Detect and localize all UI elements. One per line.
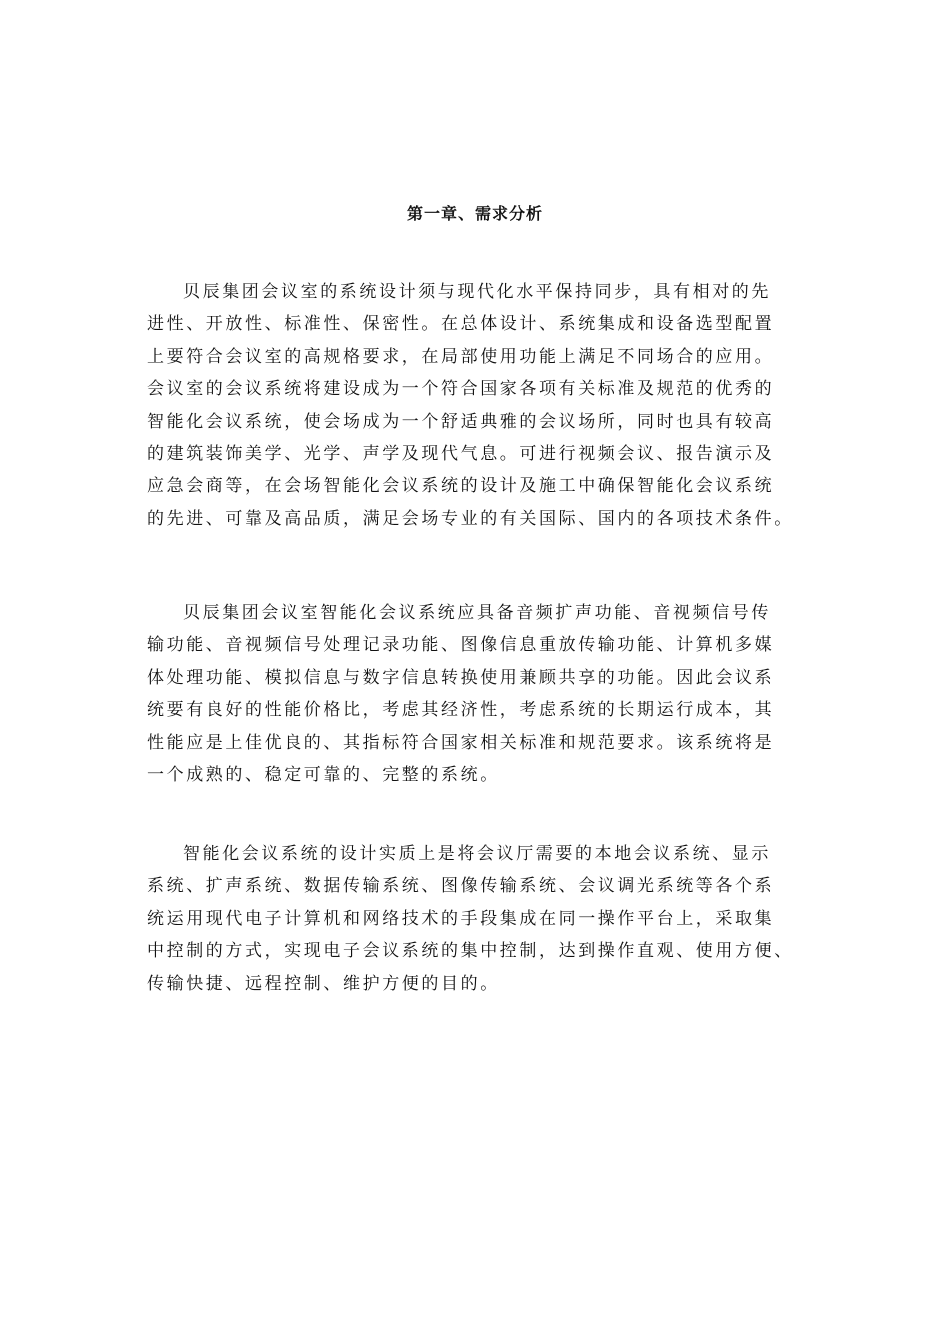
paragraph-line: 上要符合会议室的高规格要求，在局部使用功能上满足不同场合的应用。 [147, 346, 775, 367]
paragraph-line: 会议室的会议系统将建设成为一个符合国家各项有关标准及规范的优秀的 [147, 379, 775, 400]
paragraph-2 [147, 597, 837, 791]
paragraph-line: 中控制的方式，实现电子会议系统的集中控制，达到操作直观、使用方便、 [147, 941, 794, 962]
paragraph-line: 统要有良好的性能价格比，考虑其经济性，考虑系统的长期运行成本，其 [147, 700, 775, 721]
paragraph-line: 贝辰集团会议室智能化会议系统应具备音频扩声功能、音视频信号传 [183, 603, 771, 623]
paragraph-line: 应急会商等，在会场智能化会议系统的设计及施工中确保智能化会议系统 [147, 476, 775, 497]
chapter-title: 第一章、需求分析 [406, 204, 543, 223]
paragraph-line: 性能应是上佳优良的、其指标符合国家相关标准和规范要求。该系统将是 [147, 732, 775, 753]
paragraph-1 [147, 276, 837, 535]
paragraph-line: 输功能、音视频信号处理记录功能、图像信息重放传输功能、计算机多媒 [147, 635, 775, 656]
paragraph-3 [147, 838, 837, 1000]
paragraph-line: 进性、开放性、标准性、保密性。在总体设计、系统集成和设备选型配置 [147, 314, 775, 335]
paragraph-line: 智能化会议系统的设计实质上是将会议厅需要的本地会议系统、显示 [183, 844, 771, 864]
paragraph-line: 传输快捷、远程控制、维护方便的目的。 [147, 973, 500, 994]
paragraph-line: 一个成熟的、稳定可靠的、完整的系统。 [147, 764, 500, 785]
paragraph-line: 的先进、可靠及高品质，满足会场专业的有关国际、国内的各项技术条件。 [147, 508, 794, 529]
paragraph-line: 统运用现代电子计算机和网络技术的手段集成在同一操作平台上，采取集 [147, 908, 775, 929]
paragraph-line: 系统、扩声系统、数据传输系统、图像传输系统、会议调光系统等各个系 [147, 876, 775, 897]
paragraph-line: 贝辰集团会议室的系统设计须与现代化水平保持同步，具有相对的先 [183, 282, 771, 302]
paragraph-line: 体处理功能、模拟信息与数字信息转换使用兼顾共享的功能。因此会议系 [147, 667, 775, 688]
paragraph-line: 的建筑装饰美学、光学、声学及现代气息。可进行视频会议、报告演示及 [147, 443, 775, 464]
paragraph-line: 智能化会议系统，使会场成为一个舒适典雅的会议场所，同时也具有较高 [147, 411, 775, 432]
